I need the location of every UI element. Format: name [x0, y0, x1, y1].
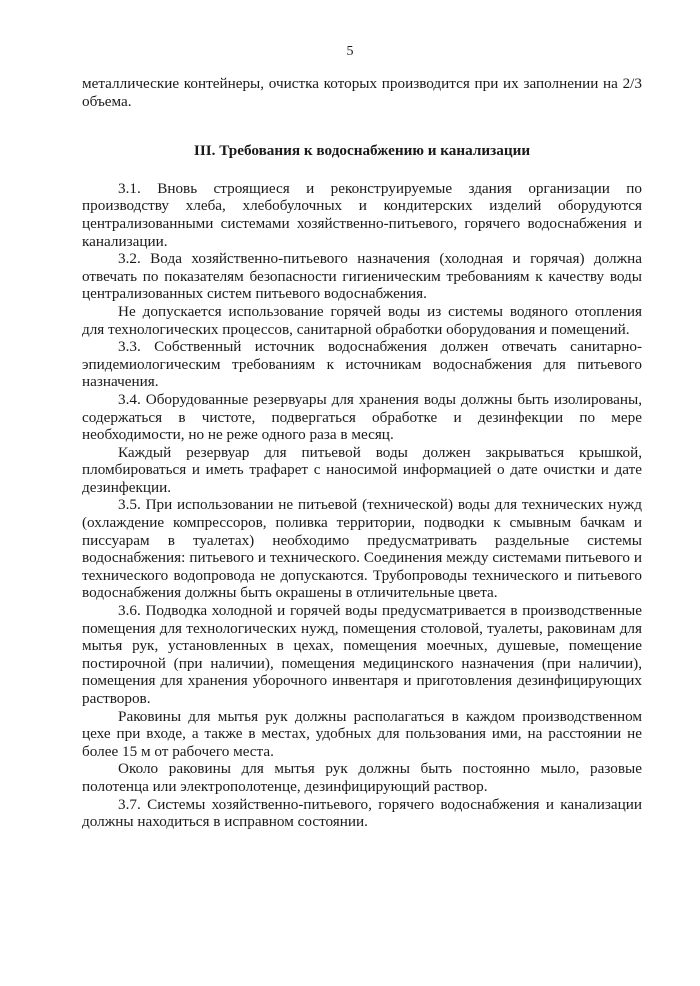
paragraph: Раковины для мытья рук должны располагаться в каждом производственном цехе при входе, а также в местах, удобных для пользования ими, на расстоянии не более 15 м от рабочего места.	[82, 707, 642, 760]
section-heading: III. Требования к водоснабжению и канализации	[193, 142, 531, 160]
paragraph: Около раковины для мытья рук должны быть постоянно мыло, разовые полотенца или электрополотенце, дезинфицирующий раствор.	[82, 760, 642, 795]
paragraph: 3.3. Собственный источник водоснабжения должен отвечать санитарно-эпидемиологическим требованиям к источникам водоснабжения для питьевого назначения.	[82, 338, 642, 391]
paragraph: Не допускается использование горячей воды из системы водяного отопления для технологических процессов, санитарной обработки оборудования и помещений.	[82, 302, 642, 338]
page-number: 5	[346, 44, 354, 59]
paragraph: 3.1. Вновь строящиеся и реконструируемые здания организации по производству хлеба, хлебобулочных и кондитерских изделий оборудуются централизованными системами хозяйственно-питьевого, горячего водоснабжения и канализации.	[82, 179, 642, 250]
paragraph: Каждый резервуар для питьевой воды должен закрываться крышкой, пломбироваться и иметь трафарет с наносимой информацией о дате очистки и дате дезинфекции.	[82, 443, 642, 496]
paragraph: 3.6. Подводка холодной и горячей воды предусматривается в производственные помещения для технологических нужд, помещения столовой, туалеты, раковинам для мытья рук, установленных в цехах, помещения моечных, душевые, помещение постирочной (при наличии), помещения медицинского назначения (при наличии), помещения для хранения уборочного инвентаря и приготовления дезинфицирующих растворов.	[82, 602, 642, 707]
paragraph: 3.2. Вода хозяйственно-питьевого назначения (холодная и горячая) должна отвечать по показателям безопасности гигиеническим требованиям к качеству воды централизованных систем питьевого водоснабжения.	[82, 250, 642, 303]
intro-paragraph: металлические контейнеры, очистка которых производится при их заполнении на 2/3 объема.	[82, 75, 642, 110]
paragraph: 3.5. При использовании не питьевой (технической) воды для технических нужд (охлаждение компрессоров, поливка территории, подводки к смывным бачкам и писсуарам в туалетах) необходимо предусматривать раздельные системы водоснабжения: питьевого и технического. Соединения между системами питьевого и технического водопровода не допускаются. Трубопроводы технического и питьевого водоснабжения должны быть окрашены в отличительные цвета.	[82, 496, 642, 602]
document-body	[82, 75, 642, 831]
paragraph: 3.4. Оборудованные резервуары для хранения воды должны быть изолированы, содержаться в чистоте, подвергаться обработке и дезинфекции по мере необходимости, но не реже одного раза в месяц.	[82, 390, 642, 444]
paragraph: 3.7. Системы хозяйственно-питьевого, горячего водоснабжения и канализации должны находиться в исправном состоянии.	[82, 795, 642, 831]
